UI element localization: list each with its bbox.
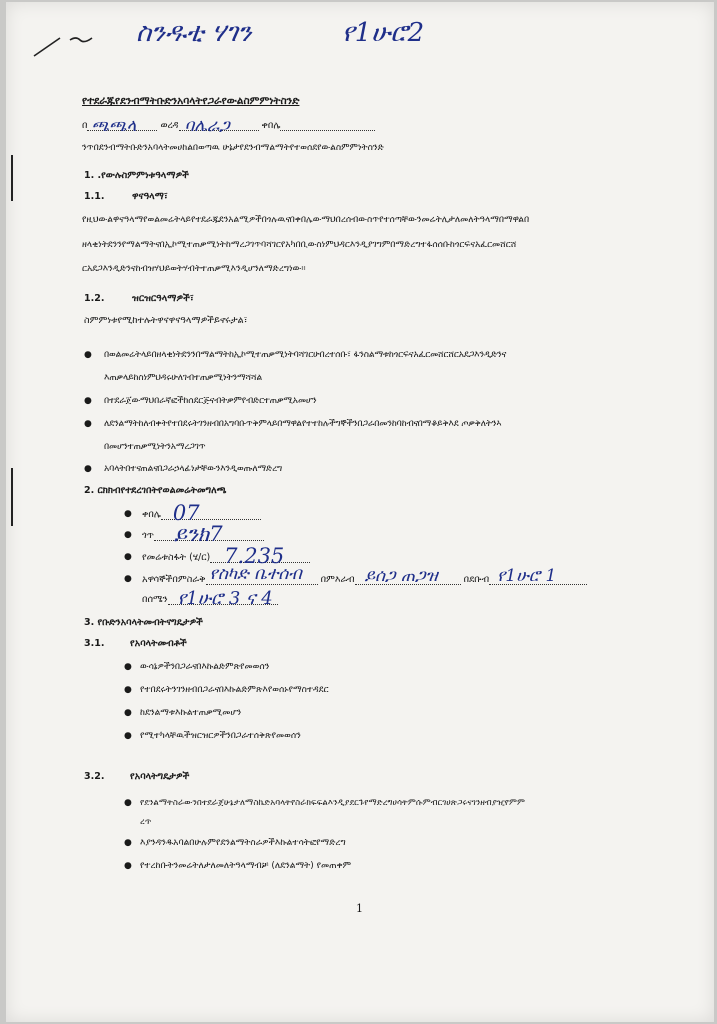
woreda-label: ወረዳ [160, 120, 179, 131]
bullet-dot: ● [124, 798, 132, 808]
intro-prefix: በ [82, 120, 88, 131]
bounds-south-handwriting: የ1ሁሮ 3 ና 4 [177, 588, 273, 609]
bullet-dot: ● [84, 396, 92, 406]
section-1-2-heading: ዝርዝርዓላማዎች፣ [132, 293, 194, 304]
rights-bullet: የሚተካላቸዉችዝርዝርዎችንበጋራተሰቅጽየመወሰን [140, 731, 301, 741]
parcel-got-row [142, 522, 264, 546]
bullet-dot: ● [84, 419, 92, 429]
duties-bullet: እያንዳንዱአባልበሁሉምየደንልማትስራዎችእኩልተሳትፎየማድረግ [140, 838, 346, 848]
bounds-east-handwriting: የስካድ ቤተሰብ [209, 564, 302, 584]
woreda-handwriting: ባሌራጋ [184, 116, 230, 136]
section-1-1-line: ዘላቂነትደንንየማልማትናበኢኮሚተጠቃሚነትከማረጋገጥባሻገርየአካበቢውስነምህዳርእንዲያገግምበማድረግተፋሰሰቡከጎርፍናአፈርመሸርሸ [82, 240, 517, 250]
margin-pen-stroke [30, 26, 102, 62]
rights-bullet: ከደንልማቱእኩልተጠቃሚመሆን [140, 708, 242, 718]
section-1-2-bullet: በተደራጀውማህበራኛፎችከሰደርጅናብትቃምየብድርተጠቃሚአመሆን [104, 396, 317, 406]
bullet-dot: ● [124, 838, 132, 848]
section-1-2-number: 1.2. [84, 293, 105, 304]
duties-bullet: የደንልማትስራውንበተደራጀሁኔታለማስኬድአባላትየስራክፍፍልእንዲያደርጉየማድረግሀሳትምሱምብርገሀጽጋሩናገንዘብያዢየምም [140, 798, 526, 808]
section-3-2-heading: የአባላትግዴታዎች [130, 771, 190, 782]
parcel-got-label: ጎጥ [142, 530, 154, 541]
section-1-1-line: ርአደጋእንዲድንናከብዝሃህይወትሃብትተጠቃሚእንዲሆንለማድረግነው። [82, 264, 306, 274]
document-page [6, 2, 714, 1022]
bullet-dot: ● [124, 708, 132, 718]
parcel-got-handwriting: ይንክ7 [173, 522, 223, 546]
bullet-dot: ● [124, 685, 132, 695]
bounds-north-handwriting: የ1ሁሮ 1 [497, 566, 557, 586]
bullet-dot: ● [124, 509, 132, 519]
bounds-north-label: በደቡብ [463, 574, 490, 585]
parcel-area-row [142, 544, 310, 568]
document-title: የተደራጁየደንብማትቡድንአባላትየጋራየውልስምምነትስንድ [82, 95, 300, 107]
bullet-dot: ● [124, 662, 132, 672]
section-1-2-intro: ስምምነቱየሚከተሉትዋናዋናዓላማዎችይኖሩታል፣ [84, 315, 248, 326]
section-1-1-line: የዚህውልዋናዓላማየወልመሬትላይየተደራጁደንአልሚዎችበጎሉዉናበቀበሌውማህበረሰብውስጥየተሰጣቸውንመሬትሊታለመለትዓላማበማዋልበ [82, 215, 530, 225]
section-1-1-number: 1.1. [84, 191, 105, 202]
bounds-west-label: በምእራብ [320, 574, 355, 585]
intro-line [82, 116, 375, 136]
parcel-bounds-row [142, 564, 587, 586]
intro-name-handwriting: ጫጫላ [91, 116, 137, 136]
section-1-1-heading: ዋናዓላማ፣ [132, 191, 168, 202]
duties-bullet: የተረከቡትንመሬትለታለመለትዓላማብቻ (ለደንልማት) የመጠቀም [140, 861, 352, 871]
rights-bullet: ውሳኔዎችንበጋራናበእኩልድምጽየመወሰን [140, 662, 270, 672]
bullet-dot: ● [124, 552, 132, 562]
page-number: 1 [356, 902, 363, 915]
section-1-heading: 1. .የውሉስምምነቱዓላማዎች [84, 170, 189, 181]
bounds-west-handwriting: ይሰጋ ጠጋዝ [364, 566, 438, 586]
parcel-area-label: የመሬቱስፋት (ሄ/ር) [142, 552, 211, 563]
duties-bullet-cont: ረጥ [140, 817, 152, 827]
bullet-dot: ● [84, 350, 92, 360]
section-2-heading: 2. ርክክብየተደረገበትየወልመሬትመግለጫ [84, 485, 227, 496]
section-1-2-bullet-cont: እጠቃላይከስነምህዳሩሁለገብተጠቃሚነትንማሻሻል [104, 373, 263, 383]
section-1-2-bullet-cont: በመሆንተጠቃሚነትንአማረጋገጥ [104, 442, 206, 452]
intro-line-2: ንጥበደንብማትቡድንአባላትመሀከልበወጣዉ ሁኔታየደንብማልማትየተወሰደየውልስምምነትስንድ [82, 143, 384, 153]
parcel-area-handwriting: 7.235 [224, 544, 285, 568]
parcel-kebele-handwriting: 07 [172, 501, 200, 525]
bullet-dot: ● [124, 574, 132, 584]
parcel-south-row [142, 588, 278, 609]
margin-line-top [11, 155, 13, 201]
section-3-2-number: 3.2. [84, 771, 105, 782]
bullet-dot: ● [84, 464, 92, 474]
section-3-1-heading: የአባላትመብቶች [130, 638, 187, 649]
bullet-dot: ● [124, 731, 132, 741]
rights-bullet: የተበደሩትንገንዘብበጋራናበእኩልድምጽእየወሰኑየማስተዳደር [140, 685, 329, 695]
section-3-1-number: 3.1. [84, 638, 105, 649]
section-3-heading: 3. የቡድንአባላትመብትናግዴታዎች [84, 617, 203, 628]
section-1-2-bullet: ለደንልማትከለብቀትየተበደሩትገንዘብበአግባቡጥቅምላይበማዋልየተተከሉችግኞችንበጋራበመንከባከብናበማቆይቅእደ ጦቃቅለትንኣ [104, 419, 502, 429]
bullet-dot: ● [124, 861, 132, 871]
parcel-kebele-row [142, 501, 261, 525]
bounds-east-label: አዋሳኞችበምስራቅ [142, 574, 206, 585]
parcel-kebele-label: ቀበሌ [142, 509, 161, 520]
handwritten-header-right: የ1ሁሮ2 [342, 18, 425, 48]
bounds-south-label: በሰሜን [142, 594, 168, 605]
kebele-label: ቀበሌ [261, 120, 281, 131]
section-1-2-bullet: በወልመሬትላይበዘላቂነትደንንበማልማትከኢኮሚተጠቃሚነትባሻገርሁበረተሰቡ፣ ፋንስልማቱከጎርፍናአፈርመሸርሸርአደጋእንዲድንና [104, 350, 507, 360]
margin-line-bottom [11, 468, 13, 526]
section-1-2-bullet: አባላትበተናጠልናበጋራኃላፊነታቸውንእንዲወጡለማድረግ [104, 464, 283, 474]
handwritten-header-left: ስንዱቲ ሃገን [136, 18, 252, 48]
bullet-dot: ● [124, 530, 132, 540]
